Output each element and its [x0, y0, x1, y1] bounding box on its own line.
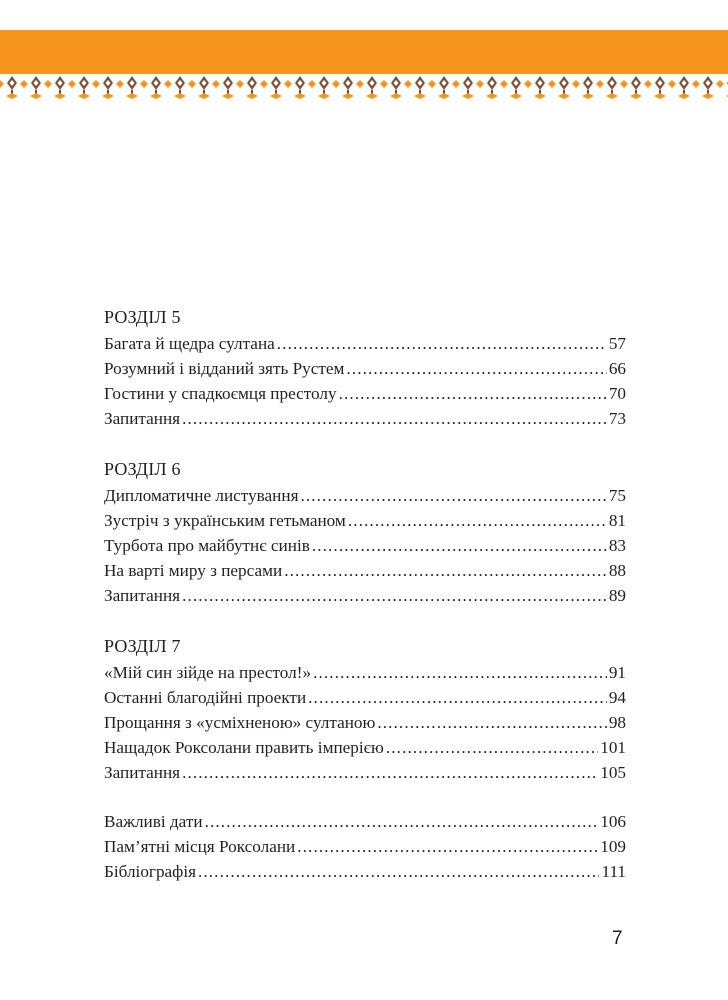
entry-page: 109: [600, 837, 626, 856]
dot-leader: [198, 859, 599, 884]
entry-title: Запитання: [104, 586, 181, 605]
entry-page: 57: [608, 334, 626, 353]
entry-page: 105: [600, 763, 626, 782]
dot-leader: [377, 710, 606, 735]
dot-leader: [297, 834, 598, 859]
spacer: [104, 431, 626, 456]
entry-title: Прощання з «усміхненою» султаною: [104, 713, 376, 732]
dot-leader: [348, 508, 607, 533]
dot-leader: [182, 406, 607, 431]
dot-leader: [312, 533, 607, 558]
section-heading: РОЗДІЛ 5: [104, 307, 181, 327]
section-5: [104, 304, 626, 431]
entry-page: 91: [608, 663, 626, 682]
entry-title: Турбота про майбутнє синів: [104, 536, 310, 555]
spacer: [104, 608, 626, 633]
dot-leader: [182, 583, 607, 608]
section-heading: РОЗДІЛ 6: [104, 459, 181, 479]
toc-entry[interactable]: [104, 583, 626, 608]
entry-title: Останні благодійні проекти: [104, 688, 307, 707]
dot-leader: [346, 356, 606, 381]
entry-title: Запитання: [104, 763, 181, 782]
dot-leader: [313, 660, 607, 685]
appendix: [104, 809, 626, 884]
dot-leader: [277, 331, 607, 356]
page-number: 7: [612, 928, 623, 949]
top-orange-band: [0, 30, 728, 74]
dot-leader: [339, 381, 607, 406]
entry-page: 83: [608, 536, 626, 555]
entry-page: 81: [608, 511, 626, 530]
toc-entry[interactable]: [104, 331, 626, 356]
toc-entry[interactable]: [104, 483, 626, 508]
entry-page: 66: [608, 359, 626, 378]
entry-title: Розумний і відданий зять Рустем: [104, 359, 345, 378]
section-heading: РОЗДІЛ 7: [104, 636, 181, 656]
entry-page: 111: [601, 862, 626, 881]
toc-entry[interactable]: [104, 735, 626, 760]
entry-title: Дипломатичне листування: [104, 486, 299, 505]
entry-page: 106: [600, 812, 626, 831]
dot-leader: [205, 809, 599, 834]
toc-entry[interactable]: [104, 710, 626, 735]
entry-page: 94: [608, 688, 626, 707]
entry-title: Запитання: [104, 409, 181, 428]
toc-entry[interactable]: [104, 834, 626, 859]
section-7: [104, 633, 626, 785]
entry-page: 89: [608, 586, 626, 605]
entry-title: Бібліографія: [104, 862, 196, 881]
toc-entry[interactable]: [104, 859, 626, 884]
ornament-border: [0, 74, 728, 104]
table-of-contents: [104, 304, 626, 884]
entry-page: 73: [608, 409, 626, 428]
entry-page: 98: [608, 713, 626, 732]
entry-title: «Мій син зійде на престол!»: [104, 663, 312, 682]
entry-title: Зустріч з українським гетьманом: [104, 511, 346, 530]
dot-leader: [284, 558, 607, 583]
entry-title: Пам’ятні місця Роксолани: [104, 837, 296, 856]
toc-entry[interactable]: [104, 809, 626, 834]
toc-entry[interactable]: [104, 406, 626, 431]
toc-entry[interactable]: [104, 558, 626, 583]
dot-leader: [300, 483, 606, 508]
entry-title: Нащадок Роксолани править імперією: [104, 738, 384, 757]
dot-leader: [308, 685, 607, 710]
toc-entry[interactable]: [104, 533, 626, 558]
toc-entry[interactable]: [104, 508, 626, 533]
entry-title: Важливі дати: [104, 812, 203, 831]
dot-leader: [386, 735, 598, 760]
dot-leader: [182, 760, 598, 785]
section-6: [104, 456, 626, 608]
toc-entry[interactable]: [104, 356, 626, 381]
toc-entry[interactable]: [104, 381, 626, 406]
spacer: [104, 785, 626, 809]
entry-title: Багата й щедра султана: [104, 334, 275, 353]
entry-page: 101: [600, 738, 626, 757]
entry-page: 88: [608, 561, 626, 580]
entry-title: На варті миру з персами: [104, 561, 283, 580]
toc-entry[interactable]: [104, 685, 626, 710]
toc-entry[interactable]: [104, 660, 626, 685]
toc-entry[interactable]: [104, 760, 626, 785]
entry-page: 70: [608, 384, 626, 403]
entry-title: Гостини у спадкоємця престолу: [104, 384, 337, 403]
entry-page: 75: [608, 486, 626, 505]
